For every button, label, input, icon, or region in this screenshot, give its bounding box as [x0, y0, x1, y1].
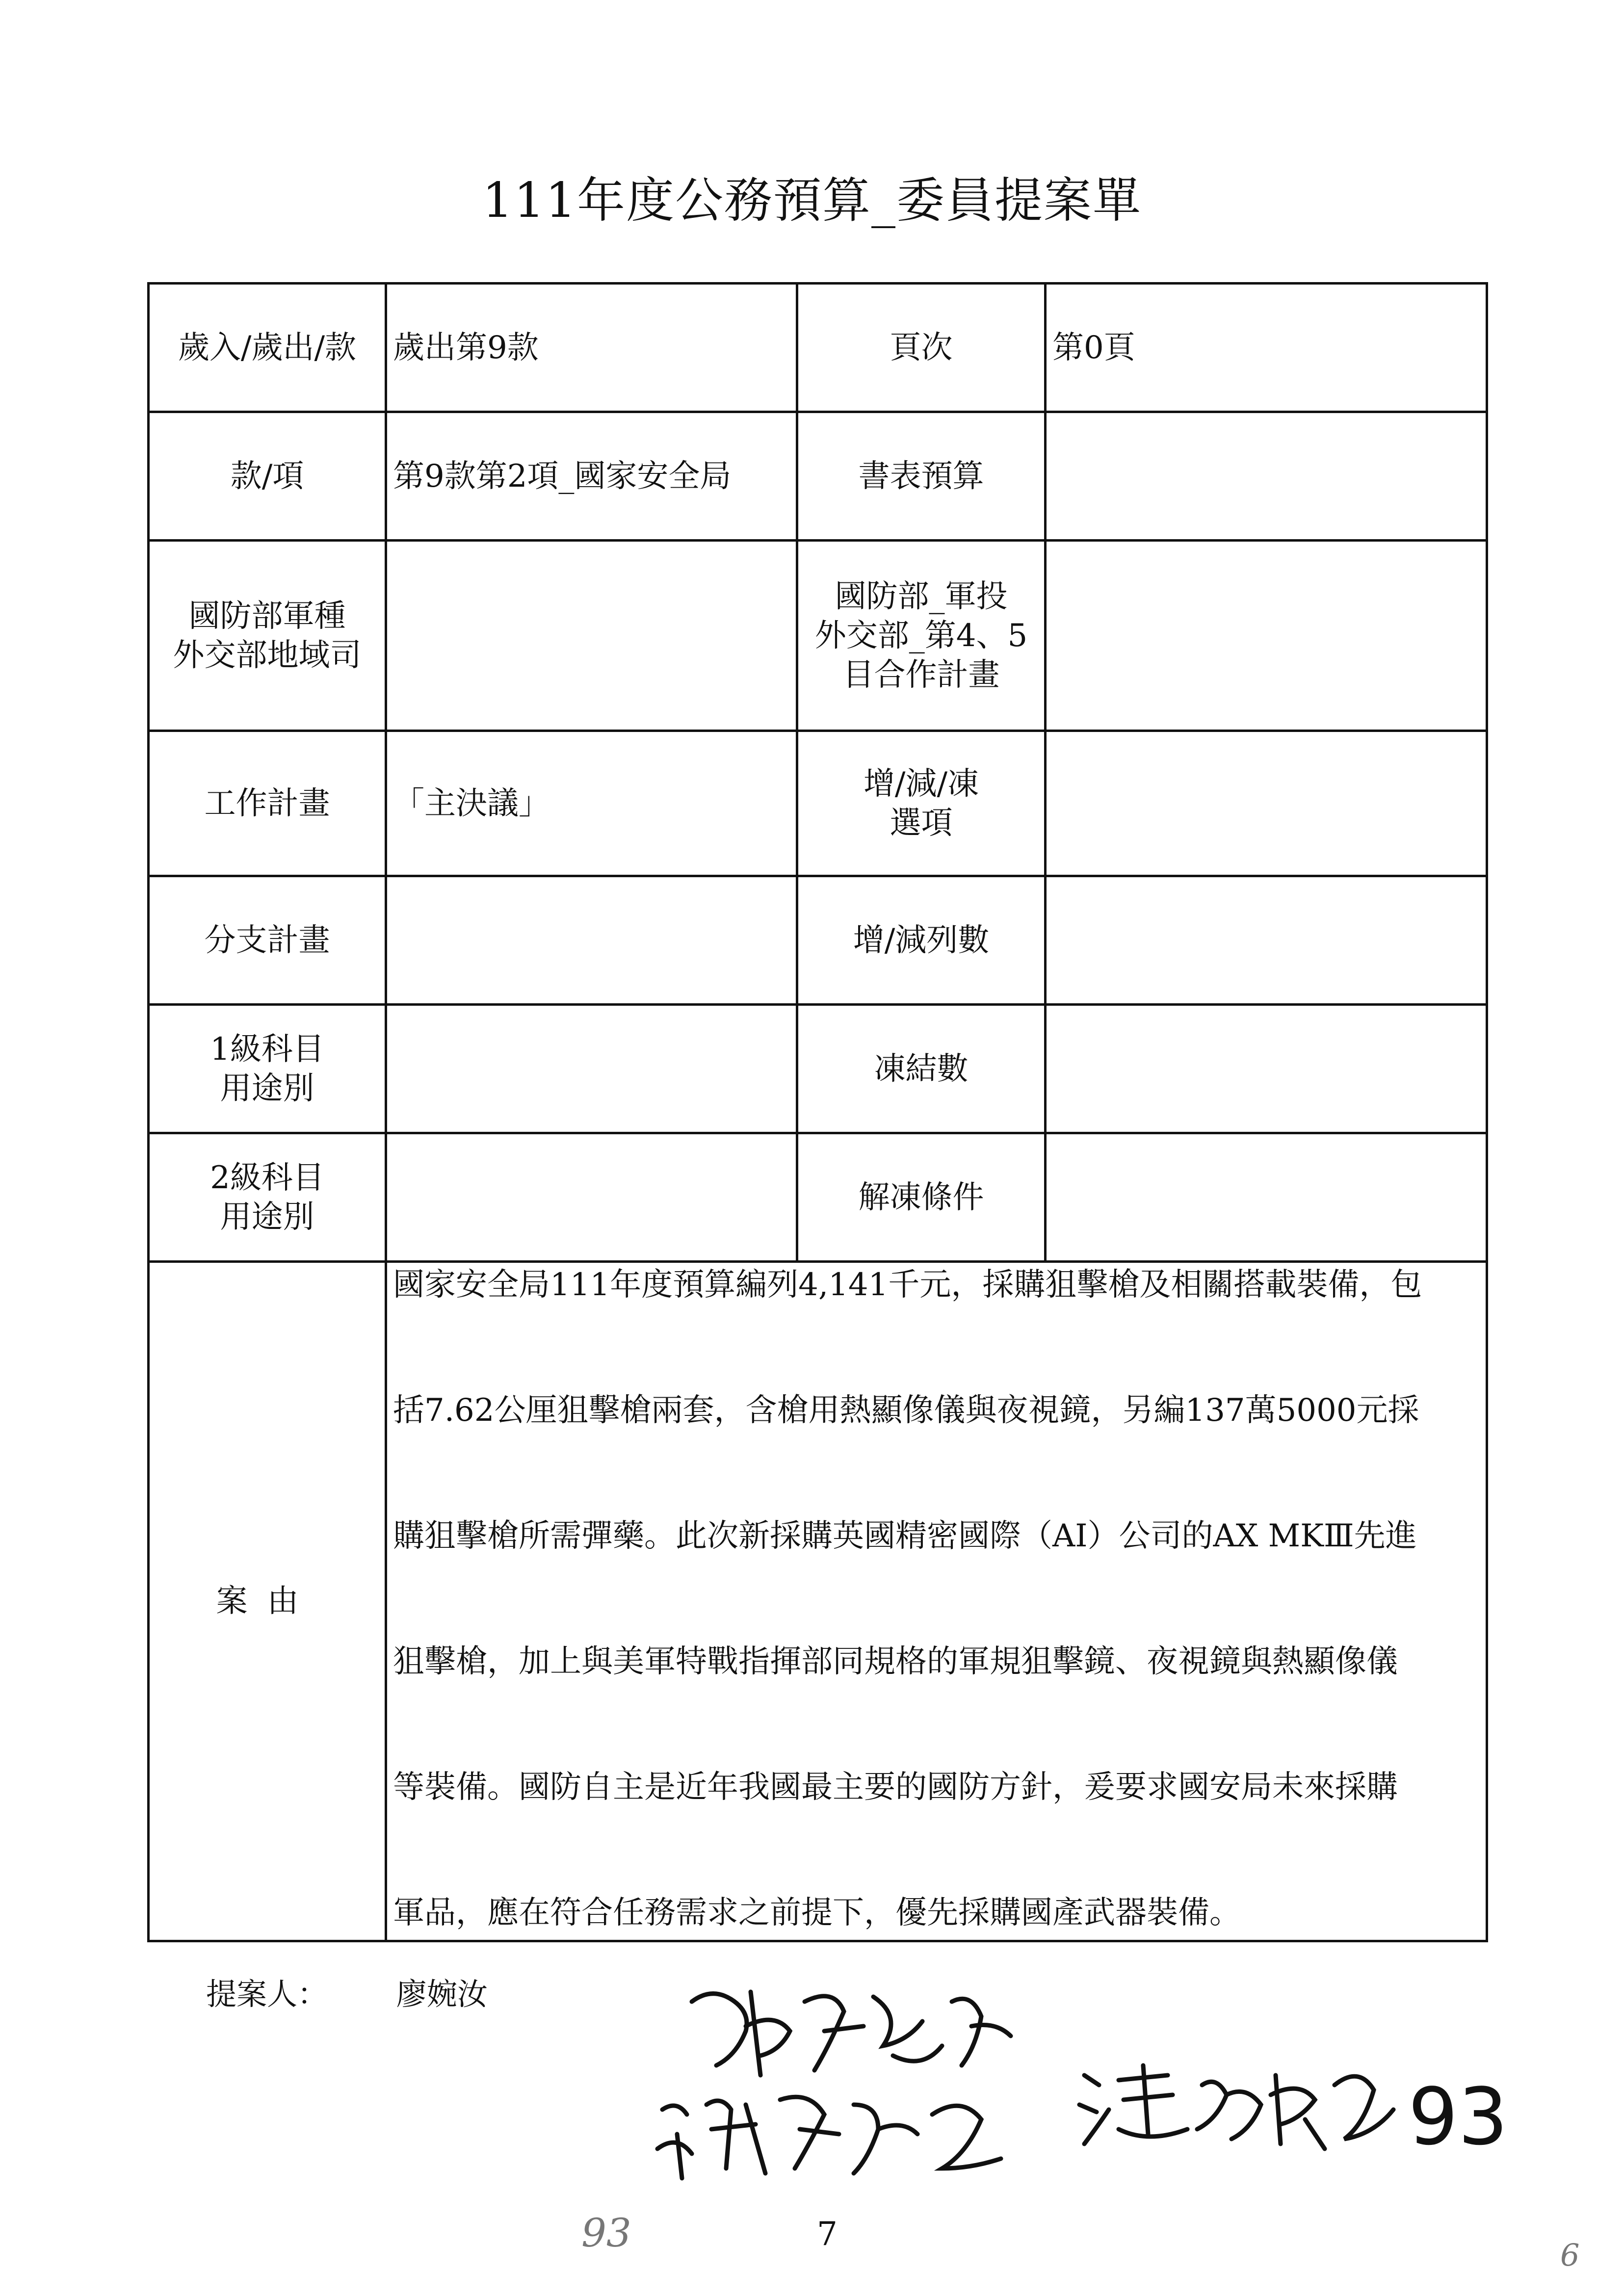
table-row — [149, 876, 1487, 1005]
field-value — [386, 876, 797, 1005]
page-number: 7 — [817, 2215, 838, 2253]
field-value — [1046, 1133, 1487, 1262]
table-row — [149, 541, 1487, 731]
field-label: 書表預算 — [797, 412, 1046, 541]
field-label: 國防部_軍投 外交部_第4、5 目合作計畫 — [797, 541, 1046, 731]
field-label: 國防部軍種 外交部地域司 — [149, 541, 386, 731]
proposal-form-table — [147, 282, 1488, 1942]
field-value — [386, 1133, 797, 1262]
reason-line: 括7.62公厘狙擊槍兩套，含槍用熱顯像儀與夜視鏡，另編137萬5000元採 — [393, 1392, 1419, 1429]
reason-line: 購狙擊槍所需彈藥。此次新採購英國精密國際（AI）公司的AX MKⅢ先進 — [393, 1518, 1417, 1554]
page-title: 111年度公務預算_委員提案單 — [482, 173, 1142, 229]
field-label: 工作計畫 — [149, 731, 386, 876]
signature-number: 93 — [1408, 2071, 1508, 2163]
table-row — [149, 731, 1487, 876]
reason-body — [386, 1262, 1487, 1941]
reason-line: 軍品，應在符合任務需求之前提下，優先採購國產武器裝備。 — [393, 1895, 1241, 1931]
field-label: 2級科目 用途別 — [149, 1133, 386, 1262]
margin-note-right: 6 — [1560, 2237, 1580, 2273]
field-value: 「主決議」 — [386, 731, 797, 876]
field-label: 增/減列數 — [797, 876, 1046, 1005]
table-row — [149, 412, 1487, 541]
signature-3 — [1070, 2046, 1531, 2168]
reason-line: 國家安全局111年度預算編列4,141千元，採購狙擊槍及相關搭載裝備，包 — [393, 1267, 1422, 1303]
table-row — [149, 1262, 1487, 1941]
field-label: 解凍條件 — [797, 1133, 1046, 1262]
field-value — [1046, 541, 1487, 731]
table-row — [149, 284, 1487, 412]
reason-line: 等裝備。國防自主是近年我國最主要的國防方針，爰要求國安局未來採購 — [393, 1769, 1398, 1805]
field-value — [1046, 731, 1487, 876]
field-label: 凍結數 — [797, 1005, 1046, 1133]
field-value: 歲出第9款 — [386, 284, 797, 412]
proposer-label: 提案人： — [206, 1976, 328, 2012]
reason-label: 案由 — [149, 1262, 386, 1941]
proposer-name: 廖婉汝 — [396, 1976, 488, 2012]
field-label: 款/項 — [149, 412, 386, 541]
proposer-line — [206, 1970, 488, 2013]
reason-line: 狙擊槍，加上與美軍特戰指揮部同規格的軍規狙擊鏡、夜視鏡與熱顯像儀 — [393, 1644, 1398, 1680]
field-value — [1046, 1005, 1487, 1133]
field-value — [1046, 876, 1487, 1005]
field-value: 第0頁 — [1046, 284, 1487, 412]
field-label: 分支計畫 — [149, 876, 386, 1005]
field-value — [386, 541, 797, 731]
field-value — [386, 1005, 797, 1133]
signature-1 — [677, 1972, 1030, 2090]
table-row — [149, 1133, 1487, 1262]
margin-note-left: 93 — [581, 2210, 631, 2256]
field-value — [1046, 412, 1487, 541]
field-label: 1級科目 用途別 — [149, 1005, 386, 1133]
field-value: 第9款第2項_國家安全局 — [386, 412, 797, 541]
table-row — [149, 1005, 1487, 1133]
field-label: 歲入/歲出/款 — [149, 284, 386, 412]
signature-2 — [648, 2075, 1021, 2188]
field-label: 增/減/凍 選項 — [797, 731, 1046, 876]
field-label: 頁次 — [797, 284, 1046, 412]
